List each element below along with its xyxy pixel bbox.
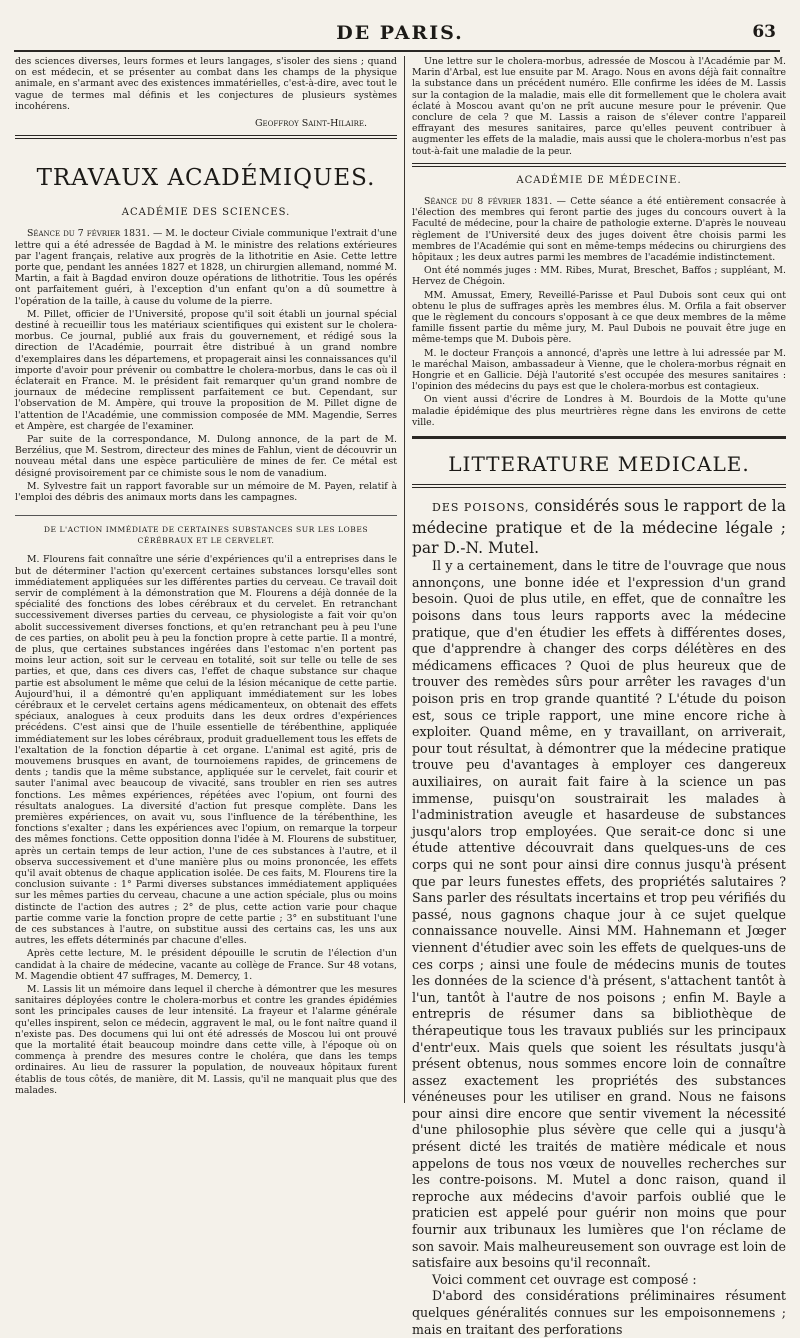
session-text: — M. le docteur Civiale communique l'extrait d'une lettre qui a été adressée de Bagdad à M. le ministre des relations extérieures par l'agent français, relative aux progrès de la lithotritie en Asie. Cette lettre porte que, pendant les années 1827 et 1828, un chirurgien allemand, nommé M. Martin, a fait à Bagdad environ douze opérations de lithotritie. Tous les opérés ont parfaitement guéri, à l'exception d'un enfant qu'on a dû soumettre à l'opération de la taille, à cause du volume de la pierre. — [15, 228, 397, 307]
intro-paragraph: des sciences diverses, leurs formes et leurs langages, s'isoler des siens ; quand on est médecin, et se présenter au combat dans les champs de la physique animale, en s'armant avec des existences immatérielles, c'est-à-dire, avec tout le vague de termes mal définis et les conjectures de plusieurs systèmes incohérens. — [15, 56, 397, 112]
article-heading — [412, 496, 786, 558]
signature: Geoffroy Saint-Hilaire. — [254, 118, 367, 130]
paragraph: On vient aussi d'écrire de Londres à M. Bourdois de la Motte qu'une maladie épidémique des plus meurtrières règne dans les environs de cette ville. — [412, 394, 786, 428]
column-divider — [404, 56, 405, 1103]
literature-title: LITTERATURE MEDICALE. — [448, 452, 750, 477]
page-header — [0, 0, 800, 52]
session-paragraph — [15, 228, 397, 306]
section-title: TRAVAUX ACADÉMIQUES. — [36, 165, 376, 192]
right-column — [412, 56, 786, 1337]
paragraph: M. Sylvestre fait un rapport favorable sur un mémoire de M. Payen, relatif à l'emploi des débris des animaux morts dans les campagnes. — [15, 480, 397, 504]
literature-article — [412, 496, 786, 1338]
section-rule — [412, 436, 786, 439]
paragraph: M. Pillet, officier de l'Université, propose qu'il soit établi un journal spécial destiné à recueillir tous les matériaux scientifiques qui existent sur le cholera-morbus. Ce journal, publié aux frais du gouvernement, et rédigé sous la direction de l'Académie, pourrait être distribué à un grand nombre d'exemplaires dans les départemens, et propagerait ainsi les connaissances qu'il importe d'avoir pour prévenir ou combattre le cholera-morbus, dans le cas où il éclaterait en France. M. le président fait remarquer qu'un grand nombre de journaux de médecine remplissent parfaitement ce but. Cependant, sur l'observation de M. Ampère, qui trouve la proposition de M. Pillet digne de l'attention de l'Académie, une commission composée de MM. Magendie, Serres et Ampère, est chargée de l'examiner. — [15, 308, 397, 432]
paragraph: M. Flourens fait connaître une série d'expériences qu'il a entreprises dans le but de déterminer l'action qu'exercent certaines substances lorsqu'elles sont immédiatement appliquées sur les différentes parties du cerveau. Ce travail doit servir de complément à la démonstration que M. Flourens a déjà donnée de la spécialité des fonctions des lobes cérébraux et du cervelet. En retranchant successivement diverses parties du cerveau, ce physiologiste a fait voir qu'on abolit successivement diverses fonctions, et qu'en retranchant peu à peu l'une de ces parties, on abolit peu à peu la fonction propre à cette partie. Il a montré, de plus, que certaines substances ingérées dans l'estomac n'en portent pas moins leur action, soit sur le cerveau en totalité, soit sur telle ou telle de ses parties, et que, dans ces divers cas, l'effet de chaque substance sur chaque partie est absolument le même que celui de la lésion mécanique de cette partie. Aujourd'hui, il a démontré qu'en appliquant immédiatement sur les lobes cérébraux et le cervelet certains agens médicamenteux, on obtenait des effets spéciaux, analogues à ceux produits dans les deux ordres d'expériences précédens. C'est ainsi que de l'huile essentielle de térébenthine, appliquée immédiatement sur les lobes cérébraux, produit graduellement tous les effets de l'exaltation de la fonction départie à cet organe. L'animal est agité, pris de mouvemens brusques en avant, de tournoiemens rapides, de grincemens de dents ; tandis que la même substance, appliquée sur le cervelet, fait courir et sauter l'animal avec beaucoup de vivacité, sans troubler en rien ses autres fonctions. Les mêmes expériences, répétées avec l'opium, ont fourni des résultats analogues. La diversité d'action fut presque complète. Dans les premières expériences, on avait vu, sous l'influence de la térébenthine, les fonctions s'exalter ; dans les expériences avec l'opium, on remarque la torpeur des mêmes fonctions. Cette opposition donna l'idée à M. Flourens de substituer, après un certain temps de leur action, l'une de ces substances à l'autre, et il observa successivement et d'une manière plus ou moins prononcée, les effets qu'il avait obtenus de chaque application isolée. De ces faits, M. Flourens tire la conclusion suivante : 1° Parmi diverses substances immédiatement appliquées sur les mêmes parties du cerveau, chacune a une action spéciale, plus ou moins distincte de l'action des autres ; 2° de plus, cette action varie pour chaque partie comme varie la fonction propre de cette partie ; 3° en substituant l'une de ces substances à l'autre, on substitue aussi des certains cas, les uns aux autres, les effets déterminés par chacune d'elles. — [15, 554, 397, 947]
session-label: Séance du 7 février 1831. — [27, 228, 150, 240]
paragraph: Il y a certainement, dans le titre de l'ouvrage que nous annonçons, une bonne idée et l'expression d'un grand besoin. Quoi de plus utile, en effet, que de connaître les poisons dans tous leurs rapports avec la médecine pratique, que d'en étudier les effets à différentes doses, que d'apprendre à changer des corps délétères en des médicamens efficaces ? Quoi de plus heureux que de trouver des remèdes sûrs pour arrêter les ravages d'un poison pris en trop grande quantité ? L'étude du poison est, sous ce triple rapport, une mine encore riche à exploiter. Quand même, en y travaillant, on arriverait, pour tout résultat, à démontrer que la médecine pratique trouve peu d'avantages à employer ces dangereux auxiliaires, on aurait fait faire à la science un pas immense, puisqu'on soustrairait les malades à l'administration aveugle et hasardeuse de substances jusqu'alors trop employées. Que serait-ce donc si une étude attentive découvrait dans quelques-uns de ces corps qui ne sont pour ainsi dire connus jusqu'à présent que par leurs funestes effets, des propriétés salutaires ? Sans parler des résultats incertains et trop peu vérifiés du passé, nous gagnons chaque jour à ce sujet quelque connaissance nouvelle. Ainsi MM. Hahnemann et Jœger viennent d'étudier avec soin les effets de quelques-uns de ces corps ; ainsi une foule de médecins munis de toutes les données de la science d'à présent, s'attachent tantôt à l'un, tantôt à l'autre de nos poisons ; enfin M. Bayle a entrepris de résumer dans sa bibliothèque de thérapeutique tous les travaux publiés sur les principaux d'entr'eux. Mais quels que soient les résultats jusqu'à présent obtenus, nous sommes encore loin de connaître assez exactement les propriétés des substances vénéneuses pour les utiliser en grand. Nous ne faisons pour ainsi dire encore que sentir vivement la nécessité d'une philosophie plus sévère que celle qui a jusqu'à présent dicté les traités de matière médicale et nous appelons de tous nos vœux de nouvelles recherches sur les contre-poisons. M. Mutel a donc raison, quand il reproche aux médecins d'avoir parfois oublié que le praticien est appelé pour guérir non moins que pour fournir aux tribunaux les lumières que l'on réclame de son savoir. Mais malheureusement son ouvrage est loin de satisfaire aux besoins qu'il reconnaît. — [412, 558, 786, 1271]
article-heading-text: considérés sous le rapport de la médecine pratique et de la médecine légale ; par D.-N. Mutel. — [412, 497, 786, 558]
academy-heading: ACADÉMIE DES SCIENCES. — [121, 207, 291, 219]
paragraph: Après cette lecture, M. le président dépouille le scrutin de l'élection d'un candidat à la chaire de médecine, vacante au collège de France. Sur 48 votans, M. Magendie obtient 47 suffrages, M. Demercy, 1. — [15, 948, 397, 982]
section-rule — [15, 135, 397, 139]
paragraph: D'abord des considérations préliminaires résument quelques généralités connues sur les empoisonnemens ; mais en traitant des perforations — [412, 1288, 786, 1337]
section-rule — [412, 163, 786, 167]
article-lead: DES POISONS, — [432, 501, 530, 515]
paragraph: MM. Amussat, Emery, Reveillé-Parisse et Paul Dubois sont ceux qui ont obtenu le plus de suffrages après les membres élus. M. Orfila a fait observer que le règlement du concours s'opposant à ce que deux membres de la même famille fissent partie du même jury, M. Paul Dubois ne pouvait être juge en même-temps que M. Dubois père. — [412, 289, 786, 346]
left-column — [15, 56, 397, 1103]
article-subheading: DE L'ACTION IMMÉDIATE DE CERTAINES SUBSTANCES SUR LES LOBES CÉRÉBRAUX ET LE CERVELET. — [15, 515, 397, 546]
paragraph: Ont été nommés juges : MM. Ribes, Murat, Breschet, Baffos ; suppléant, M. Hervez de Chégoin. — [412, 265, 786, 288]
paragraph: Une lettre sur le cholera-morbus, adressée de Moscou à l'Académie par M. Marin d'Arbal, est lue ensuite par M. Arago. Nous en avons déjà fait connaître la substance dans un précédent numéro. Elle confirme les idées de M. Lassis sur la contagion de la maladie, mais elle dit formellement que le cholera avait éclaté à Moscou avant qu'on ne prît aucune mesure pour le prévenir. Que conclure de cela ? que M. Lassis a raison de s'élever contre l'appareil effrayant des mesures sanitaires, parce qu'elles peuvent contribuer à augmenter les effets de la maladie, mais aussi que le cholera-morbus n'est pas tout-à-fait une maladie de la peur. — [412, 56, 786, 157]
page-number: 63 — [752, 22, 776, 42]
running-title: DE PARIS. — [336, 22, 464, 44]
academy-heading: ACADÉMIE DE MÉDECINE. — [516, 174, 682, 186]
session-text: — Cette séance a été entièrement consacrée à l'élection des membres qui feront partie des juges du concours ouvert à la Faculté de médecine, pour la chaire de pathologie externe. D'après le nouveau règlement de l'Université deux des juges doivent être choisis parmi les membres de l'Académie qui sont en même-temps médecins ou chirurgiens des hôpitaux ; les deux autres parmi les membres de l'académie indistinctement. — [412, 196, 786, 264]
header-rule — [14, 50, 780, 52]
session-paragraph — [412, 196, 786, 263]
paragraph: Par suite de la correspondance, M. Dulong annonce, de la part de M. Berzélius, que M. Sestrom, directeur des mines de Fahlun, vient de découvrir un nouveau métal dans une espèce particulière de mines de fer. Ce métal est désigné provisoirement par ce chimiste sous le nom de vanadium. — [15, 434, 397, 479]
paragraph: Voici comment cet ouvrage est composé : — [432, 1271, 697, 1287]
paragraph: M. le docteur François a annoncé, d'après une lettre à lui adressée par M. le maréchal Maison, ambassadeur à Vienne, que le cholera-morbus régnait en Hongrie et en Gallicie. Déjà l'autorité s'est occupée des mesures sanitaires : l'opinion des médecins du pays est que le cholera-morbus est contagieux. — [412, 347, 786, 393]
session-label: Séance du 8 février 1831. — [424, 196, 553, 208]
paragraph: M. Lassis lit un mémoire dans lequel il cherche à démontrer que les mesures sanitaires déployées contre le cholera-morbus et contre les grandes épidémies sont les principales causes de leur intensité. La frayeur et l'alarme générale qu'elles inspirent, selon ce médecin, aggravent le mal, ou le font naître quand il n'existe pas. Des documens qui lui ont été adressés de Moscou lui ont prouvé que la mortalité était beaucoup moindre dans cette ville, à l'époque où on commença à prendre des mesures contre le choléra, que dans les temps ordinaires. Au lieu de rassurer la population, de nouveaux hôpitaux furent établis de tous côtés, de manière, dit M. Lassis, qu'il ne manquait plus que des malades. — [15, 984, 397, 1096]
section-rule — [412, 484, 786, 488]
